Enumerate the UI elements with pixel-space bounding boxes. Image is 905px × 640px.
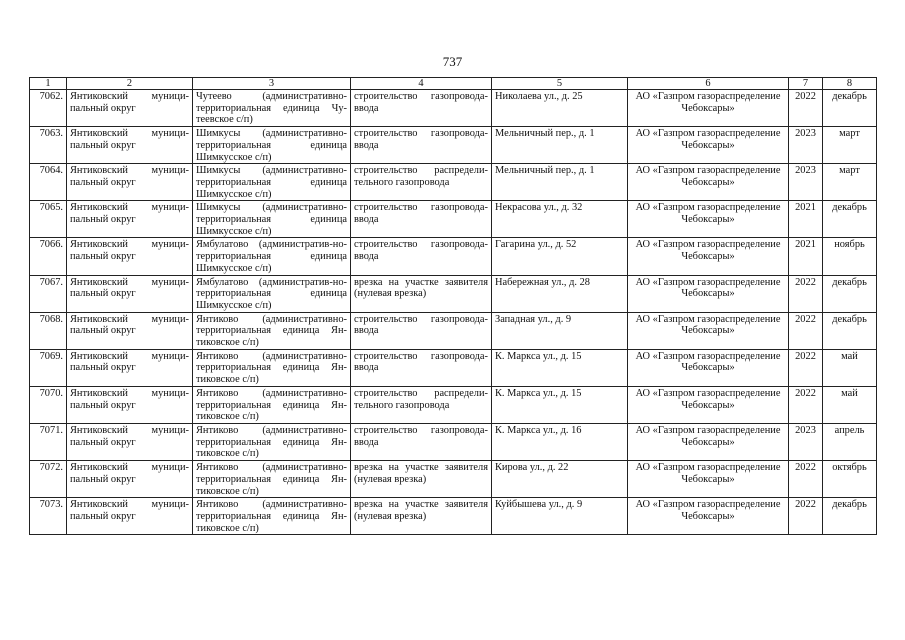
row-number: 7072. xyxy=(30,461,67,498)
work-type-cell: строительство газопровода-ввода xyxy=(351,423,492,460)
table-row xyxy=(30,461,877,498)
row-number: 7068. xyxy=(30,312,67,349)
row-number: 7062. xyxy=(30,90,67,127)
locality-cell: Янтиково (административно-территориальная единица Ян-тиковское с/п) xyxy=(193,312,351,349)
month-cell: октябрь xyxy=(823,461,877,498)
year-cell: 2022 xyxy=(789,386,823,423)
year-cell: 2022 xyxy=(789,275,823,312)
address-cell: Куйбышева ул., д. 9 xyxy=(492,498,628,535)
header-cell: 3 xyxy=(193,78,351,90)
organization-cell: АО «Газпром газораспределение Чебоксары» xyxy=(628,164,789,201)
work-type-cell: строительство газопровода-ввода xyxy=(351,312,492,349)
address-cell: Некрасова ул., д. 32 xyxy=(492,201,628,238)
district-cell: Янтиковский муници-пальный округ xyxy=(67,275,193,312)
year-cell: 2022 xyxy=(789,90,823,127)
organization-cell: АО «Газпром газораспределение Чебоксары» xyxy=(628,423,789,460)
row-number: 7063. xyxy=(30,127,67,164)
locality-cell: Янтиково (административно-территориальная единица Ян-тиковское с/п) xyxy=(193,461,351,498)
district-cell: Янтиковский муници-пальный округ xyxy=(67,498,193,535)
year-cell: 2023 xyxy=(789,127,823,164)
page-number: 737 xyxy=(442,54,463,69)
address-cell: Николаева ул., д. 25 xyxy=(492,90,628,127)
row-number: 7073. xyxy=(30,498,67,535)
work-type-cell: строительство газопровода-ввода xyxy=(351,201,492,238)
year-cell: 2022 xyxy=(789,498,823,535)
month-cell: декабрь xyxy=(823,312,877,349)
month-cell: декабрь xyxy=(823,201,877,238)
organization-cell: АО «Газпром газораспределение Чебоксары» xyxy=(628,275,789,312)
header-cell: 8 xyxy=(823,78,877,90)
address-cell: Мельничный пер., д. 1 xyxy=(492,127,628,164)
month-cell: ноябрь xyxy=(823,238,877,275)
row-number: 7071. xyxy=(30,423,67,460)
table-row xyxy=(30,349,877,386)
district-cell: Янтиковский муници-пальный округ xyxy=(67,238,193,275)
month-cell: май xyxy=(823,349,877,386)
locality-cell: Янтиково (административно-территориальная единица Ян-тиковское с/п) xyxy=(193,423,351,460)
header-row xyxy=(30,78,877,90)
table-row xyxy=(30,164,877,201)
organization-cell: АО «Газпром газораспределение Чебоксары» xyxy=(628,90,789,127)
table-row xyxy=(30,90,877,127)
work-type-cell: строительство газопровода-ввода xyxy=(351,127,492,164)
district-cell: Янтиковский муници-пальный округ xyxy=(67,164,193,201)
address-cell: Гагарина ул., д. 52 xyxy=(492,238,628,275)
organization-cell: АО «Газпром газораспределение Чебоксары» xyxy=(628,238,789,275)
header-cell: 6 xyxy=(628,78,789,90)
table-row xyxy=(30,498,877,535)
organization-cell: АО «Газпром газораспределение Чебоксары» xyxy=(628,312,789,349)
organization-cell: АО «Газпром газораспределение Чебоксары» xyxy=(628,349,789,386)
work-type-cell: строительство газопровода-ввода xyxy=(351,90,492,127)
work-type-cell: строительство газопровода-ввода xyxy=(351,349,492,386)
address-cell: Мельничный пер., д. 1 xyxy=(492,164,628,201)
row-number: 7069. xyxy=(30,349,67,386)
month-cell: декабрь xyxy=(823,275,877,312)
table-row xyxy=(30,423,877,460)
year-cell: 2023 xyxy=(789,423,823,460)
table-row xyxy=(30,275,877,312)
table-row xyxy=(30,201,877,238)
year-cell: 2022 xyxy=(789,349,823,386)
organization-cell: АО «Газпром газораспределение Чебоксары» xyxy=(628,127,789,164)
year-cell: 2022 xyxy=(789,461,823,498)
district-cell: Янтиковский муници-пальный округ xyxy=(67,423,193,460)
locality-cell: Шимкусы (административно-территориальная единица Шимкусское с/п) xyxy=(193,201,351,238)
work-type-cell: строительство распредели-тельного газопровода xyxy=(351,164,492,201)
address-cell: К. Маркса ул., д. 15 xyxy=(492,386,628,423)
row-number: 7067. xyxy=(30,275,67,312)
header-cell: 2 xyxy=(67,78,193,90)
month-cell: декабрь xyxy=(823,90,877,127)
table-row xyxy=(30,386,877,423)
year-cell: 2021 xyxy=(789,238,823,275)
month-cell: декабрь xyxy=(823,498,877,535)
gas-connection-table xyxy=(29,77,877,535)
table-row xyxy=(30,238,877,275)
row-number: 7065. xyxy=(30,201,67,238)
locality-cell: Чутеево (административно-территориальная единица Чу-теевское с/п) xyxy=(193,90,351,127)
header-cell: 1 xyxy=(30,78,67,90)
address-cell: Кирова ул., д. 22 xyxy=(492,461,628,498)
locality-cell: Шимкусы (административно-территориальная единица Шимкусское с/п) xyxy=(193,127,351,164)
district-cell: Янтиковский муници-пальный округ xyxy=(67,201,193,238)
month-cell: апрель xyxy=(823,423,877,460)
table-row xyxy=(30,312,877,349)
header-cell: 7 xyxy=(789,78,823,90)
year-cell: 2021 xyxy=(789,201,823,238)
year-cell: 2022 xyxy=(789,312,823,349)
header-cell: 4 xyxy=(351,78,492,90)
district-cell: Янтиковский муници-пальный округ xyxy=(67,127,193,164)
district-cell: Янтиковский муници-пальный округ xyxy=(67,312,193,349)
locality-cell: Янтиково (административно-территориальная единица Ян-тиковское с/п) xyxy=(193,498,351,535)
month-cell: март xyxy=(823,164,877,201)
work-type-cell: врезка на участке заявителя (нулевая врезка) xyxy=(351,498,492,535)
district-cell: Янтиковский муници-пальный округ xyxy=(67,349,193,386)
work-type-cell: врезка на участке заявителя (нулевая врезка) xyxy=(351,275,492,312)
district-cell: Янтиковский муници-пальный округ xyxy=(67,461,193,498)
locality-cell: Шимкусы (административно-территориальная единица Шимкусское с/п) xyxy=(193,164,351,201)
row-number: 7070. xyxy=(30,386,67,423)
locality-cell: Янтиково (административно-территориальная единица Ян-тиковское с/п) xyxy=(193,349,351,386)
month-cell: март xyxy=(823,127,877,164)
month-cell: май xyxy=(823,386,877,423)
locality-cell: Ямбулатово (административ-но-территориальная единица Шимкусское с/п) xyxy=(193,275,351,312)
address-cell: К. Маркса ул., д. 15 xyxy=(492,349,628,386)
year-cell: 2023 xyxy=(789,164,823,201)
row-number: 7066. xyxy=(30,238,67,275)
organization-cell: АО «Газпром газораспределение Чебоксары» xyxy=(628,386,789,423)
locality-cell: Ямбулатово (административ-но-территориальная единица Шимкусское с/п) xyxy=(193,238,351,275)
work-type-cell: строительство газопровода-ввода xyxy=(351,238,492,275)
work-type-cell: строительство распредели-тельного газопровода xyxy=(351,386,492,423)
district-cell: Янтиковский муници-пальный округ xyxy=(67,386,193,423)
table-row xyxy=(30,127,877,164)
address-cell: Западная ул., д. 9 xyxy=(492,312,628,349)
locality-cell: Янтиково (административно-территориальная единица Ян-тиковское с/п) xyxy=(193,386,351,423)
organization-cell: АО «Газпром газораспределение Чебоксары» xyxy=(628,498,789,535)
address-cell: К. Маркса ул., д. 16 xyxy=(492,423,628,460)
organization-cell: АО «Газпром газораспределение Чебоксары» xyxy=(628,461,789,498)
organization-cell: АО «Газпром газораспределение Чебоксары» xyxy=(628,201,789,238)
address-cell: Набережная ул., д. 28 xyxy=(492,275,628,312)
row-number: 7064. xyxy=(30,164,67,201)
header-cell: 5 xyxy=(492,78,628,90)
district-cell: Янтиковский муници-пальный округ xyxy=(67,90,193,127)
work-type-cell: врезка на участке заявителя (нулевая врезка) xyxy=(351,461,492,498)
